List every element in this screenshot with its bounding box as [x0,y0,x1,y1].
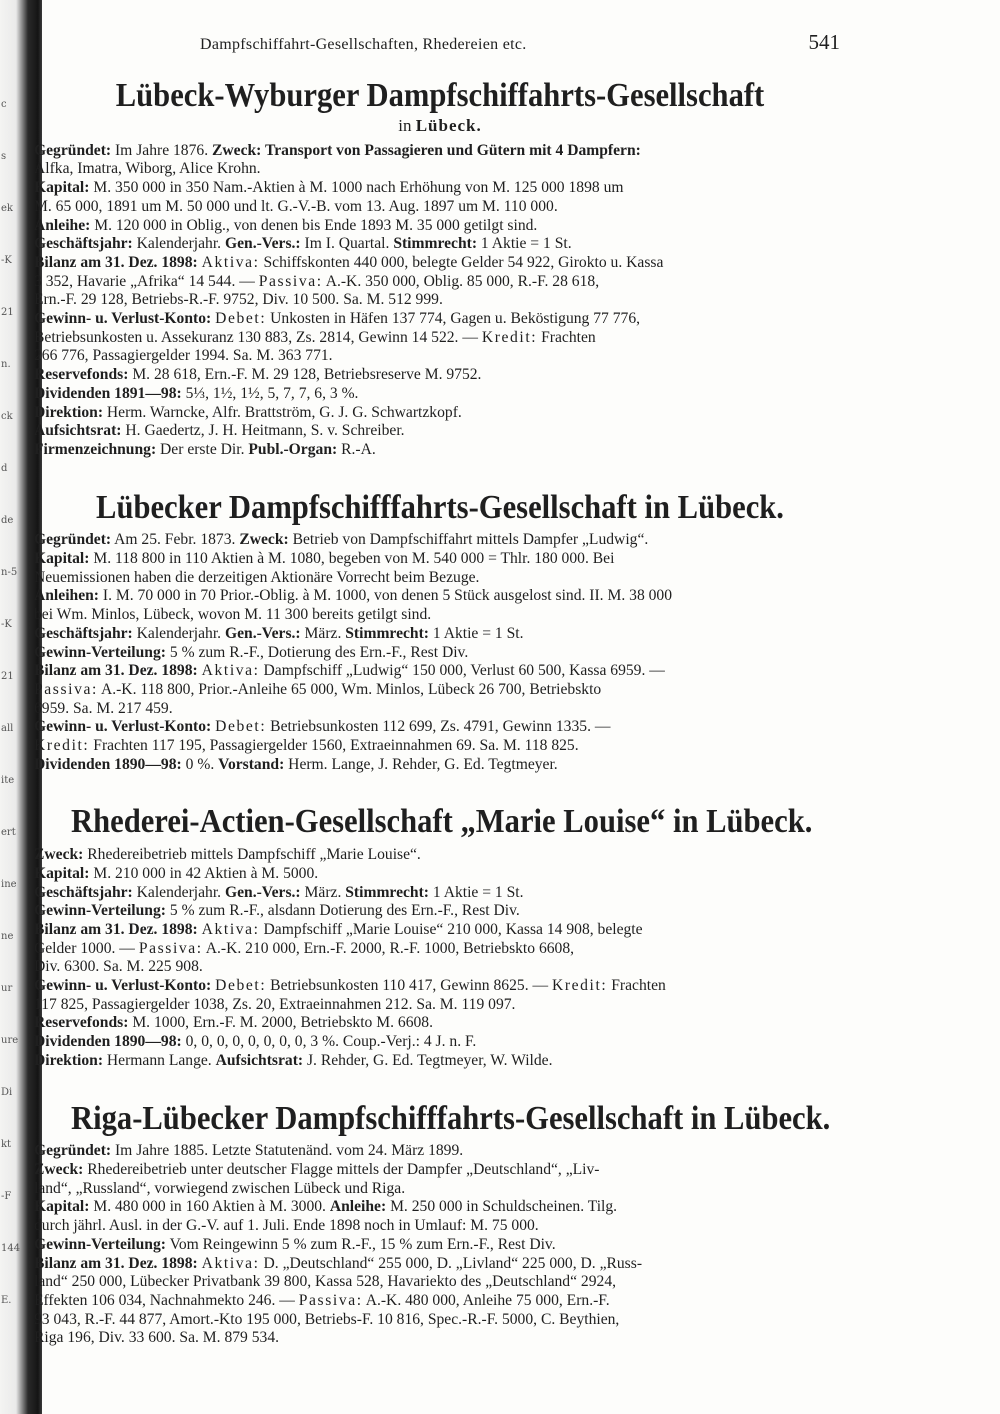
field-value: März. [300,883,346,901]
margin-fragment: ite [1,775,15,786]
field-key: Gegründet: [34,1142,112,1160]
entry-line [30,385,850,404]
field-value: Im Jahre 1876. [111,141,212,159]
entry-line [30,1236,850,1255]
field-value: 5 % zum R.-F., alsdann Dotierung des Ern.-F., Rest Div. [165,902,520,920]
entry-line [30,1255,850,1274]
field-key: Gewinn- u. Verlust-Konto: [34,977,212,995]
cropped-margin-fragments [0,0,21,1414]
field-value: Frachten [607,977,666,995]
field-value: land“ 250 000, Lübecker Privatbank 39 800, Kassa 528, Havariekto des „Deutschland“ 2924, [34,1273,617,1291]
margin-fragment: n. [1,359,11,370]
entry-line [30,996,850,1015]
entry-line [30,198,850,217]
field-value: R.-A. [337,440,376,458]
field-value: Kalenderjahr. [132,624,225,642]
field-value: März. [300,624,346,642]
field-key: Reservefonds: [34,1014,129,1032]
field-value: Herm. Lange, J. Rehder, G. Ed. Tegtmeyer. [284,755,558,773]
entry-line [30,865,850,884]
field-key: Geschäftsjahr: [34,624,133,642]
entry-line [30,1142,850,1161]
entry-line [30,1292,850,1311]
field-value: M. 250 000 in Schuldscheinen. Tilg. [386,1198,618,1216]
entry-line [30,681,850,700]
field-list [30,846,850,1070]
field-key: Aufsichtsrat: [215,1051,304,1069]
field-value: Betriebsunkosten 112 699, Zs. 4791, Gewinn 1335. — [266,718,611,736]
entry-line [30,310,850,329]
field-value: D. „Deutschland“ 255 000, D. „Livland“ 225 000, D. „Russ- [259,1254,643,1272]
entry-line [30,958,850,977]
entry-line [30,1217,850,1236]
field-value: A.-K. 480 000, Anleihe 75 000, Ern.-F. [362,1291,610,1309]
field-key: Kapital: [34,864,90,882]
entry-line [30,291,850,310]
field-value: Betriebsunkosten 110 417, Gewinn 8625. — [266,977,552,995]
field-key: Dividenden 1890—98: [34,1033,182,1051]
field-value: 117 825, Passagiergelder 1038, Zs. 20, Extraeinnahmen 212. Sa. M. 119 097. [34,995,516,1013]
company-title: Lübecker Dampfschifffahrts-Gesellschaft in Lübeck. [96,488,784,526]
field-value: Neuemissionen haben die derzeitigen Aktionäre Vorrecht beim Bezuge. [34,568,480,586]
entry-line [30,977,850,996]
entry-line [30,625,850,644]
entry-line [30,179,850,198]
field-key: Dividenden 1891—98: [34,384,182,402]
page-number: 541 [808,30,840,54]
field-value: Gelder 1000. — [34,939,139,957]
entry-line [30,1329,850,1348]
field-value: A.-K. 210 000, Ern.-F. 2000, R.-F. 1000, Betriebskto 6608, [202,939,575,957]
field-value: A.-K. 350 000, Oblig. 85 000, R.-F. 28 618, [322,272,600,290]
margin-fragment: n-5 [1,567,18,578]
field-key: Debet: [215,718,267,736]
field-value: Alfka, Imatra, Wiborg, Alice Krohn. [34,160,261,178]
entry-line [30,366,850,385]
company-title: Rhederei-Actien-Gesellschaft „Marie Louise“ in Lübeck. [71,803,813,841]
field-key: Aufsichtsrat: [34,422,122,440]
field-value: M. 120 000 in Oblig., von denen bis Ende 1893 M. 35 000 getilgt sind. [90,216,538,234]
margin-fragment: -K [1,619,12,630]
field-list [30,1142,850,1348]
field-key: Passiva: [298,1291,363,1309]
field-value: 1 Aktie = 1 St. [428,883,524,901]
page-header [200,30,840,60]
entry-line [30,1311,850,1330]
company-entry [30,804,850,1070]
field-value: M. 65 000, 1891 um M. 50 000 und lt. G.-V.-B. vom 13. Aug. 1897 um M. 110 000. [34,197,558,215]
entry-line [30,329,850,348]
field-key: Aktiva: [201,920,260,938]
entry-line [30,550,850,569]
field-key: Aktiva: [201,253,260,271]
field-value: 5 % zum R.-F., Dotierung des Ern.-F., Rest Div. [165,643,469,661]
field-value: 3 352, Havarie „Afrika“ 14 544. — [34,272,259,290]
field-value: Am 25. Febr. 1873. [111,531,240,549]
entry-line [30,940,850,959]
field-key: Kredit: [481,328,538,346]
field-value: M. 118 800 in 110 Aktien à M. 1080, begeben von M. 540 000 = Thlr. 180 000. Bei [89,550,615,568]
field-value: Kalenderjahr. [132,883,225,901]
field-value: Vom Reingewinn 5 % zum R.-F., 15 % zum Ern.-F., Rest Div. [165,1235,556,1253]
field-value: Ern.-F. 29 128, Betriebs-R.-F. 9752, Div. 10 500. Sa. M. 512 999. [34,291,443,309]
field-key: Bilanz am 31. Dez. 1898: [34,1254,198,1272]
entry-line [30,718,850,737]
field-value: 0 %. [181,755,219,773]
margin-fragment: ur [1,983,13,994]
entry-line [30,235,850,254]
entry-line [30,846,850,865]
field-value: M. 210 000 in 42 Aktien à M. 5000. [89,864,319,882]
margin-fragment: ure [1,1035,19,1046]
running-head: Dampfschiffahrt-Gesellschaften, Rhedereien etc. [200,36,527,53]
subtitle-place: Lübeck. [415,115,482,135]
entry-line [30,531,850,550]
field-key: Vorstand: [218,755,285,773]
entry-line [30,160,850,179]
field-key: Stimmrecht: [393,235,478,253]
field-key: Passiva: [138,939,203,957]
entry-line [30,644,850,663]
field-value: 6959. Sa. M. 217 459. [34,699,173,717]
field-value: 266 776, Passagiergelder 1994. Sa. M. 363 771. [34,347,333,365]
field-key: Kredit: [551,977,608,995]
field-value: M. 28 618, Ern.-F. M. 29 128, Betriebsreserve M. 9752. [128,366,482,384]
field-value: Betriebsunkosten u. Assekuranz 130 883, Zs. 2814, Gewinn 14 522. — [34,328,482,346]
field-key: Gewinn-Verteilung: [34,1235,166,1253]
margin-fragment: -F [1,1191,12,1202]
field-value: Div. 6300. Sa. M. 225 908. [34,958,203,976]
margin-fragment: ine [1,879,17,890]
field-list [30,531,850,774]
margin-fragment: ne [1,931,14,942]
field-value: 1 Aktie = 1 St. [477,235,572,253]
field-key: Anleihen: [34,587,99,605]
field-key: Gen.-Vers.: [224,883,301,901]
field-key: Stimmrecht: [345,624,429,642]
field-list [30,142,850,460]
field-key: Kapital: [34,1198,90,1216]
margin-fragment: c [1,99,7,110]
field-value: 0, 0, 0, 0, 0, 0, 0, 0, 3 %. Coup.-Verj.: 4 J. n. F. [181,1033,477,1051]
field-key: Direktion: [34,1051,104,1069]
field-key: Zweck: [34,1160,84,1178]
field-key: Transport von Passagieren und Gütern mit 4 Dampfern: [261,141,641,159]
field-key: Reservefonds: [34,366,129,384]
margin-fragment: Di [1,1087,13,1098]
field-key: Zweck: [34,846,84,864]
field-value: 1 Aktie = 1 St. [428,624,524,642]
field-key: Bilanz am 31. Dez. 1898: [34,920,198,938]
field-value: Frachten [537,328,596,346]
field-value: Effekten 106 034, Nachnahmekto 246. — [34,1291,299,1309]
entry-line [30,587,850,606]
field-key: Passiva: [258,272,323,290]
company-subtitle [30,116,850,136]
field-value: M. 350 000 in 350 Nam.-Aktien à M. 1000 nach Erhöhung von M. 125 000 1898 um [89,179,624,197]
field-value: Herm. Warncke, Alfr. Brattström, G. J. G. Schwartzkopf. [103,403,462,421]
field-value: 5⅓, 1½, 1½, 5, 7, 7, 6, 3 %. [181,384,359,402]
entry-line [30,1014,850,1033]
field-value: Rhedereibetrieb mittels Dampfschiff „Marie Louise“. [83,846,421,864]
field-key: Kredit: [34,737,90,755]
entry-line [30,884,850,903]
entry-line [30,1198,850,1217]
margin-fragment: E. [1,1295,12,1306]
field-key: Debet: [215,977,267,995]
field-value: M. 480 000 in 160 Aktien à M. 3000. [89,1198,330,1216]
field-key: Anleihe: [329,1198,387,1216]
margin-fragment: s [1,151,7,162]
field-key: Passiva: [34,680,98,698]
entry-line [30,273,850,292]
margin-fragment: kt [1,1139,12,1150]
margin-fragment: ck [1,411,13,422]
field-key: Geschäftsjahr: [34,235,133,253]
entry-line [30,347,850,366]
field-value: Schiffskonten 440 000, belegte Gelder 54 922, Girokto u. Kassa [259,253,664,271]
field-key: Gewinn-Verteilung: [34,902,166,920]
field-key: Geschäftsjahr: [34,883,133,901]
margin-fragment: d [1,463,8,474]
field-value: land“, „Russland“, vorwiegend zwischen Lübeck und Riga. [34,1179,406,1197]
field-value: 93 043, R.-F. 44 877, Amort.-Kto 195 000, Betriebs-F. 10 816, Spec.-R.-F. 5000, C. Beythien, [34,1310,620,1328]
field-value: bei Wm. Minlos, Lübeck, wovon M. 11 300 bereits getilgt sind. [34,606,432,624]
margin-fragment: ert [1,827,16,838]
field-value: Frachten 117 195, Passagiergelder 1560, Extraeinnahmen 69. Sa. M. 118 825. [89,737,579,755]
field-key: Publ.-Organ: [248,440,338,458]
entry-line [30,142,850,161]
field-key: Dividenden 1890—98: [34,755,182,773]
field-key: Gegründet: [34,141,112,159]
entry-line [30,662,850,681]
field-key: Gewinn- u. Verlust-Konto: [34,718,212,736]
entry-line [30,404,850,423]
field-key: Aktiva: [201,1254,260,1272]
margin-fragment: 21 [1,671,14,682]
field-value: I. M. 70 000 in 70 Prior.-Oblig. à M. 1000, von denen 5 Stück ausgelost sind. II. M. 38 000 [98,587,673,605]
field-key: Zweck: [212,141,262,159]
margin-fragment: de [1,515,14,526]
field-value: Unkosten in Häfen 137 774, Gagen u. Beköstigung 77 776, [266,310,641,328]
field-value: durch jährl. Ausl. in der G.-V. auf 1. Juli. Ende 1898 noch in Umlauf: M. 75 000. [34,1217,539,1235]
margin-fragment: -K [1,255,12,266]
field-key: Firmenzeichnung: [34,440,157,458]
field-value: Rhedereibetrieb unter deutscher Flagge mittels der Dampfer „Deutschland“, „Liv- [83,1160,600,1178]
field-key: Kapital: [34,550,90,568]
field-key: Gewinn-Verteilung: [34,643,166,661]
field-key: Bilanz am 31. Dez. 1898: [34,253,198,271]
field-value: Im Jahre 1885. Letzte Statutenänd. vom 24. März 1899. [111,1142,464,1160]
field-key: Aktiva: [201,662,260,680]
page-body [30,78,850,1378]
entry-line [30,606,850,625]
field-key: Gen.-Vers.: [224,235,301,253]
entry-line [30,902,850,921]
entry-line [30,1033,850,1052]
field-value: Hermann Lange. [103,1051,216,1069]
margin-fragment: ek [1,203,13,214]
field-value: Dampfschiff „Marie Louise“ 210 000, Kassa 14 908, belegte [259,920,643,938]
field-value: A.-K. 118 800, Prior.-Anleihe 65 000, Wm. Minlos, Lübeck 26 700, Betriebskto [97,680,602,698]
field-value: M. 1000, Ern.-F. M. 2000, Betriebskto M. 6608. [128,1014,433,1032]
company-entry [30,78,850,460]
field-value: Dampfschiff „Ludwig“ 150 000, Verlust 60 500, Kassa 6959. — [259,662,665,680]
field-key: Anleihe: [34,216,91,234]
field-key: Gewinn- u. Verlust-Konto: [34,310,212,328]
field-key: Gen.-Vers.: [224,624,301,642]
company-entry [30,490,850,775]
margin-fragment: 144 [1,1243,21,1254]
field-value: Im I. Quartal. [300,235,394,253]
field-value: Der erste Dir. [156,440,249,458]
entry-line [30,1052,850,1071]
entry-line [30,569,850,588]
entry-line [30,1161,850,1180]
field-value: Riga 196, Div. 33 600. Sa. M. 879 534. [34,1329,280,1347]
company-entry [30,1101,850,1348]
entry-line [30,254,850,273]
field-value: Betrieb von Dampfschiffahrt mittels Dampfer „Ludwig“. [288,531,649,549]
entry-line [30,1180,850,1199]
company-title: Riga-Lübecker Dampfschifffahrts-Gesellschaft in Lübeck. [71,1099,831,1137]
field-key: Debet: [215,310,267,328]
entry-line [30,422,850,441]
field-key: Bilanz am 31. Dez. 1898: [34,662,198,680]
field-key: Zweck: [239,531,289,549]
field-key: Direktion: [34,403,104,421]
field-value: Kalenderjahr. [132,235,225,253]
subtitle-prefix: in [398,115,412,135]
field-key: Kapital: [34,179,90,197]
field-value: H. Gaedertz, J. H. Heitmann, S. v. Schreiber. [121,422,405,440]
field-key: Stimmrecht: [345,883,429,901]
entry-line [30,756,850,775]
field-key: Gegründet: [34,531,112,549]
field-value: J. Rehder, G. Ed. Tegtmeyer, W. Wilde. [303,1051,553,1069]
margin-fragment: 21 [1,307,14,318]
entry-line [30,921,850,940]
entry-line [30,441,850,460]
entry-line [30,1273,850,1292]
entry-line [30,700,850,719]
entry-line [30,217,850,236]
margin-fragment: all [1,723,14,734]
entry-line [30,737,850,756]
company-title: Lübeck-Wyburger Dampfschiffahrts-Gesellschaft [115,77,765,114]
